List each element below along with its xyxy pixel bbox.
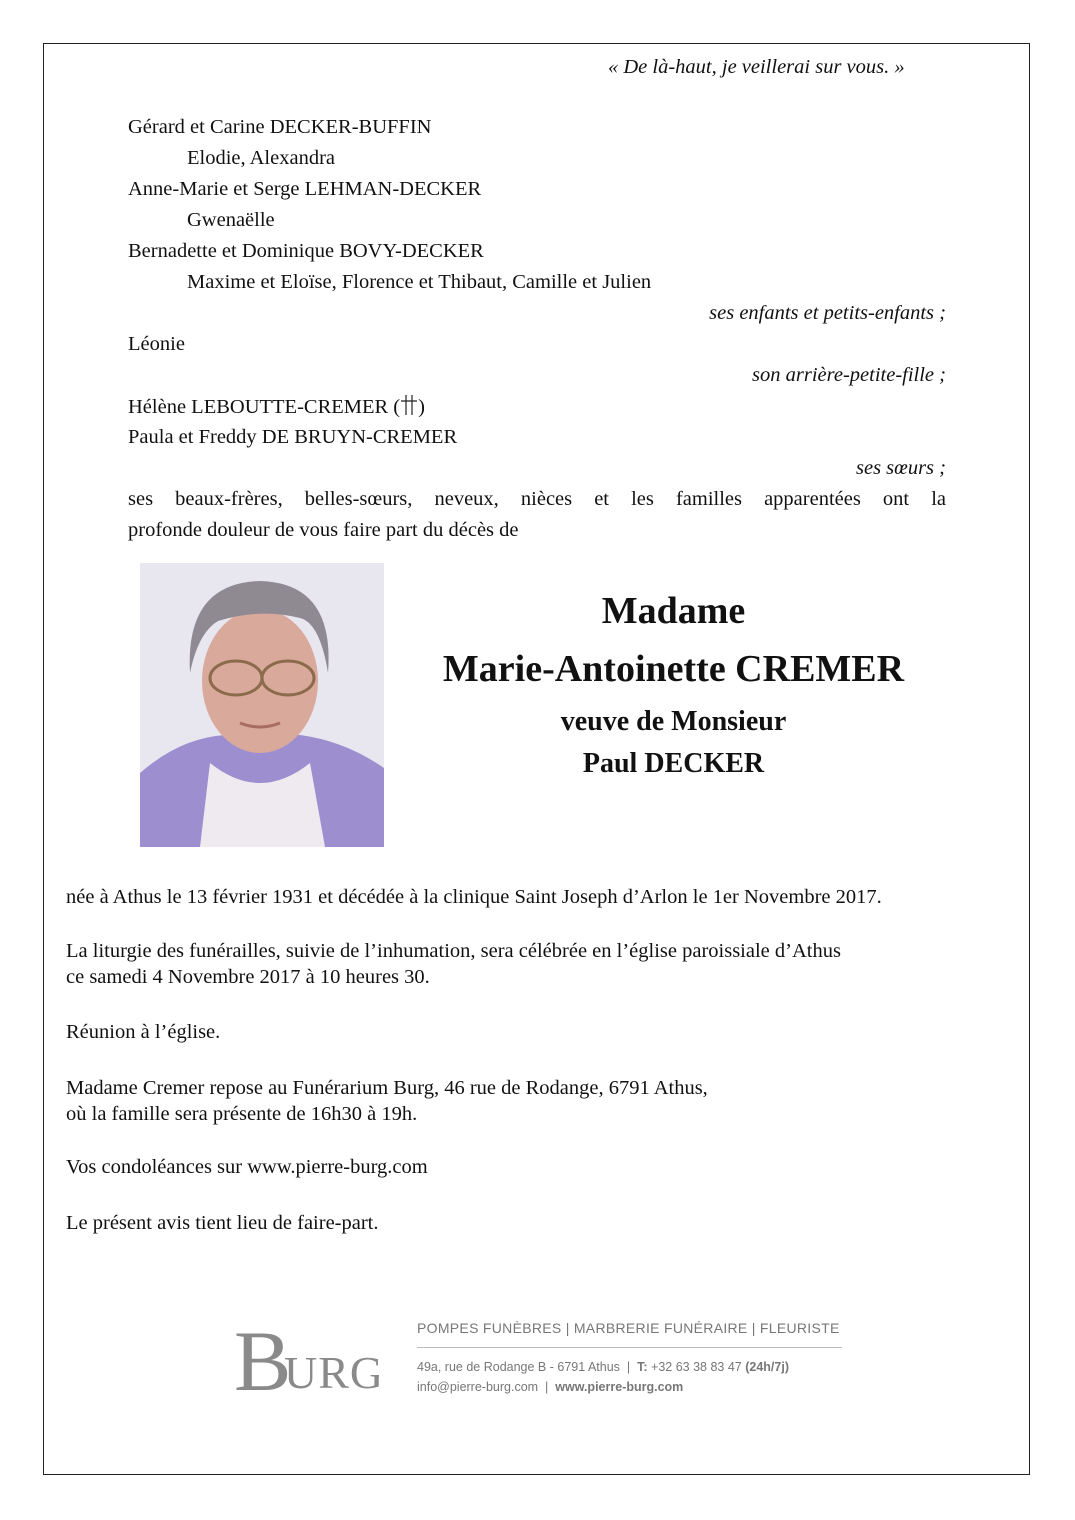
sister-1-end: ) — [418, 396, 425, 418]
footer-email[interactable]: info@pierre-burg.com — [417, 1380, 539, 1394]
family-line-5: Bernadette et Dominique BOVY-DECKER — [128, 240, 484, 262]
family-line-2: Elodie, Alexandra — [187, 147, 336, 169]
closing-line-1: ses beaux-frères, belles-sœurs, neveux, nièces et les familles apparentées ont la — [128, 488, 946, 510]
footer-separator: | — [623, 1360, 634, 1374]
sister-2: Paula et Freddy DE BRUYN-CREMER — [128, 426, 458, 448]
footer-website[interactable]: www.pierre-burg.com — [555, 1380, 684, 1394]
spouse-name: Paul DECKER — [582, 748, 765, 779]
footer-divider — [417, 1347, 842, 1348]
footer-separator-2: | — [541, 1380, 552, 1394]
deceased-name: Marie-Antoinette CREMER — [442, 648, 905, 690]
portrait-photo — [140, 563, 384, 847]
footer-contact — [417, 1360, 789, 1374]
liturgy-line-1: La liturgie des funérailles, suivie de l’inhumation, sera célébrée en l’église paroissiale d’Athus — [66, 940, 841, 962]
footer-services: POMPES FUNÈBRES | MARBRERIE FUNÉRAIRE | FLEURISTE — [417, 1320, 840, 1336]
widow-line: veuve de Monsieur — [560, 706, 787, 737]
family-line-6: Maxime et Eloïse, Florence et Thibaut, Camille et Julien — [187, 271, 652, 293]
notice: Le présent avis tient lieu de faire-part. — [66, 1212, 379, 1234]
svg-text:B: B — [234, 1318, 292, 1396]
sisters-label: ses sœurs ; — [856, 457, 946, 479]
liturgy-line-2: ce samedi 4 Novembre 2017 à 10 heures 30. — [66, 966, 430, 988]
cross-icon — [400, 394, 418, 414]
footer-phone-hours: (24h/7j) — [745, 1360, 789, 1374]
great-grandchild: Léonie — [128, 333, 185, 355]
family-line-3: Anne-Marie et Serge LEHMAN-DECKER — [128, 178, 482, 200]
footer-web — [417, 1380, 683, 1394]
svg-text:URG: URG — [284, 1347, 379, 1396]
burg-logo — [234, 1318, 379, 1396]
rest-line-1: Madame Cremer repose au Funérarium Burg, 46 rue de Rodange, 6791 Athus, — [66, 1077, 708, 1099]
deceased-title: Madame — [601, 590, 746, 632]
epigraph: « De là-haut, je veillerai sur vous. » — [608, 56, 905, 78]
sister-1-name: Hélène LEBOUTTE-CREMER ( — [128, 396, 401, 418]
great-grandchild-label: son arrière-petite-fille ; — [752, 364, 946, 386]
condolences: Vos condoléances sur www.pierre-burg.com — [66, 1156, 428, 1178]
footer-phone: +32 63 38 83 47 — [651, 1360, 742, 1374]
footer-phone-label: T: — [637, 1360, 648, 1374]
rest-line-2: où la famille sera présente de 16h30 à 19h. — [66, 1103, 418, 1125]
birth-death: née à Athus le 13 février 1931 et décédée à la clinique Saint Joseph d’Arlon le 1er Novembre 2017. — [66, 886, 882, 908]
family-line-1: Gérard et Carine DECKER-BUFFIN — [128, 116, 432, 138]
sister-1 — [128, 391, 425, 423]
footer-address: 49a, rue de Rodange B - 6791 Athus — [417, 1360, 620, 1374]
children-label: ses enfants et petits-enfants ; — [709, 302, 946, 324]
closing-line-2: profonde douleur de vous faire part du décès de — [128, 519, 519, 541]
meeting: Réunion à l’église. — [66, 1021, 221, 1043]
family-line-4: Gwenaëlle — [187, 209, 275, 231]
